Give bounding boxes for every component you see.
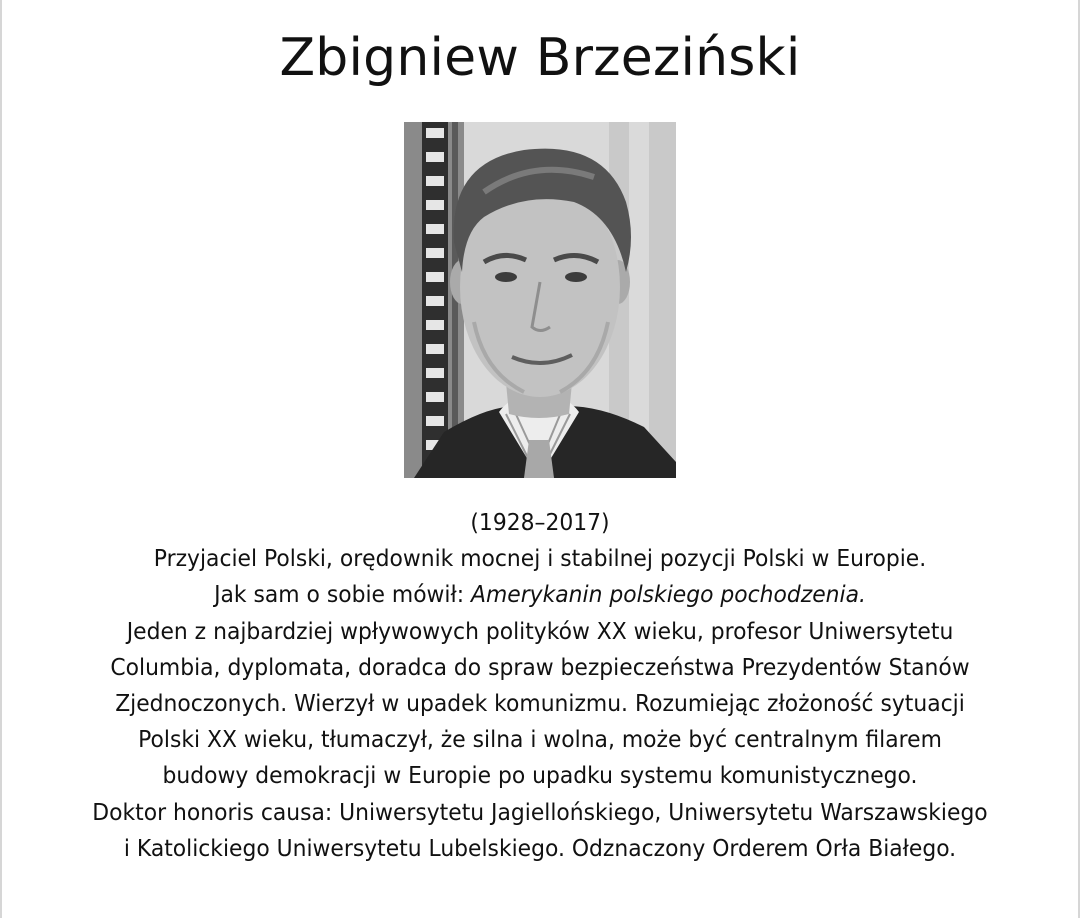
bio-line-6: Polski XX wieku, tłumaczył, że silna i wolna, może być centralnym filarem (138, 727, 942, 754)
bio-line-3: Jeden z najbardziej wpływowych polityków XX wieku, profesor Uniwersytetu (126, 618, 954, 645)
bio-line-1: Przyjaciel Polski, orędownik mocnej i stabilnej pozycji Polski w Europie. (153, 546, 927, 573)
years-line: (1928–2017) (470, 510, 610, 536)
page-title: Zbigniew Brzeziński (279, 28, 801, 88)
biography-text (65, 505, 1015, 867)
bio-line-7: budowy demokracji w Europie po upadku systemu komunistycznego. (162, 763, 918, 790)
bio-line-2-prefix: Jak sam o sobie mówił: (214, 582, 472, 609)
bio-line-8: Doktor honoris causa: Uniwersytetu Jagiellońskiego, Uniwersytetu Warszawskiego (92, 799, 988, 826)
bio-line-2-italic: Amerykanin polskiego pochodzenia. (471, 582, 866, 609)
portrait-photo (404, 122, 676, 478)
bio-line-4: Columbia, dyplomata, doradca do spraw bezpieczeństwa Prezydentów Stanów (110, 654, 970, 681)
bio-line-9: i Katolickiego Uniwersytetu Lubelskiego. Odznaczony Orderem Orła Białego. (123, 835, 957, 862)
bio-line-2 (65, 577, 1015, 613)
portrait-illustration (404, 122, 676, 478)
tie (524, 440, 554, 478)
bio-line-5: Zjednoczonych. Wierzył w upadek komunizmu. Rozumiejąc złożoność sytuacji (115, 691, 965, 718)
